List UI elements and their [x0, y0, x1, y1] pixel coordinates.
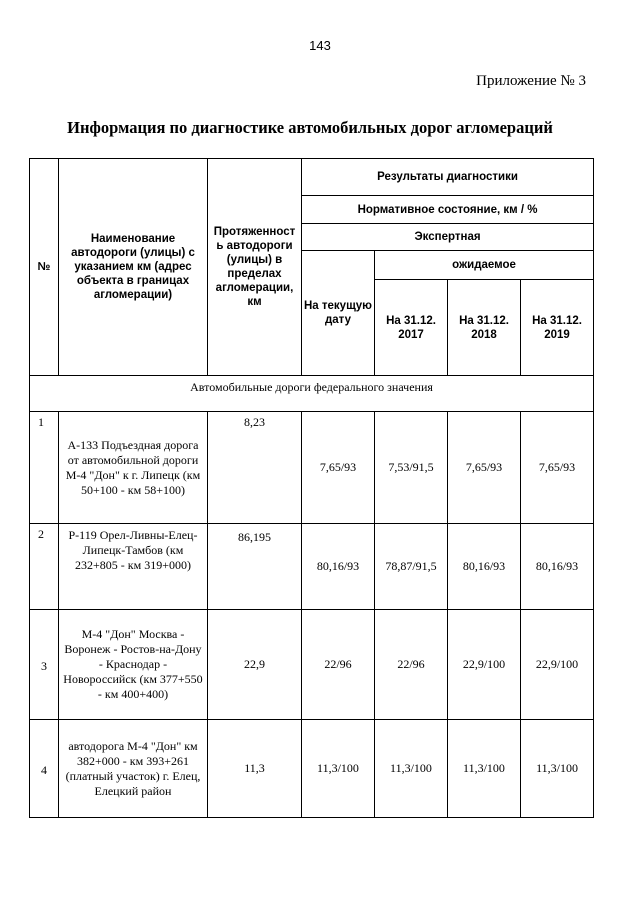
value-2019: 22,9/100 — [521, 610, 594, 720]
road-length: 86,195 — [208, 524, 302, 610]
current-value: 7,65/93 — [302, 412, 375, 524]
header-2018: На 31.12. 2018 — [448, 280, 521, 376]
current-value: 11,3/100 — [302, 720, 375, 818]
table-row — [30, 524, 594, 610]
road-name: М-4 "Дон" Москва - Воронеж - Ростов-на-Дону - Краснодар - Новороссийск (км 377+550 - км 400+400) — [59, 610, 208, 720]
value-2018: 11,3/100 — [448, 720, 521, 818]
value-2018: 22,9/100 — [448, 610, 521, 720]
row-number: 4 — [30, 720, 59, 818]
document-title: Информация по диагностике автомобильных дорог агломераций — [67, 118, 553, 137]
value-2019: 80,16/93 — [521, 524, 594, 610]
row-number: 3 — [30, 610, 59, 720]
table-row — [30, 610, 594, 720]
road-name: Р-119 Орел-Ливны-Елец-Липецк-Тамбов (км 232+805 - км 319+000) — [59, 524, 208, 610]
diagnostics-table — [29, 158, 594, 818]
header-expert: Экспертная — [302, 224, 594, 251]
page-number: 143 — [309, 38, 331, 53]
header-normative: Нормативное состояние, км / % — [302, 196, 594, 224]
header-length: Протяженност ь автодороги (улицы) в пределах агломерации, км — [208, 159, 302, 376]
appendix-label: Приложение № 3 — [476, 73, 586, 89]
value-2017: 78,87/91,5 — [375, 524, 448, 610]
road-name: автодорога М-4 "Дон" км 382+000 - км 393+261 (платный участок) г. Елец, Елецкий район — [59, 720, 208, 818]
table-row — [30, 412, 594, 524]
road-length: 8,23 — [208, 412, 302, 524]
value-2018: 7,65/93 — [448, 412, 521, 524]
header-name: Наименование автодороги (улицы) с указанием км (адрес объекта в границах агломерации) — [59, 159, 208, 376]
value-2019: 11,3/100 — [521, 720, 594, 818]
value-2018: 80,16/93 — [448, 524, 521, 610]
road-length: 22,9 — [208, 610, 302, 720]
header-2019: На 31.12. 2019 — [521, 280, 594, 376]
section-federal-roads: Автомобильные дороги федерального значения — [30, 376, 594, 412]
header-expected: ожидаемое — [375, 251, 594, 280]
value-2017: 22/96 — [375, 610, 448, 720]
value-2017: 7,53/91,5 — [375, 412, 448, 524]
road-name: А-133 Подъездная дорога от автомобильной дороги М-4 "Дон" к г. Липецк (км 50+100 - км 58+100) — [59, 412, 208, 524]
road-length: 11,3 — [208, 720, 302, 818]
row-number: 1 — [30, 412, 59, 524]
current-value: 22/96 — [302, 610, 375, 720]
row-number: 2 — [30, 524, 59, 610]
header-num: № — [30, 159, 59, 376]
value-2019: 7,65/93 — [521, 412, 594, 524]
header-2017: На 31.12. 2017 — [375, 280, 448, 376]
table-row — [30, 720, 594, 818]
value-2017: 11,3/100 — [375, 720, 448, 818]
current-value: 80,16/93 — [302, 524, 375, 610]
header-results: Результаты диагностики — [302, 159, 594, 196]
header-current: На текущую дату — [302, 251, 375, 376]
